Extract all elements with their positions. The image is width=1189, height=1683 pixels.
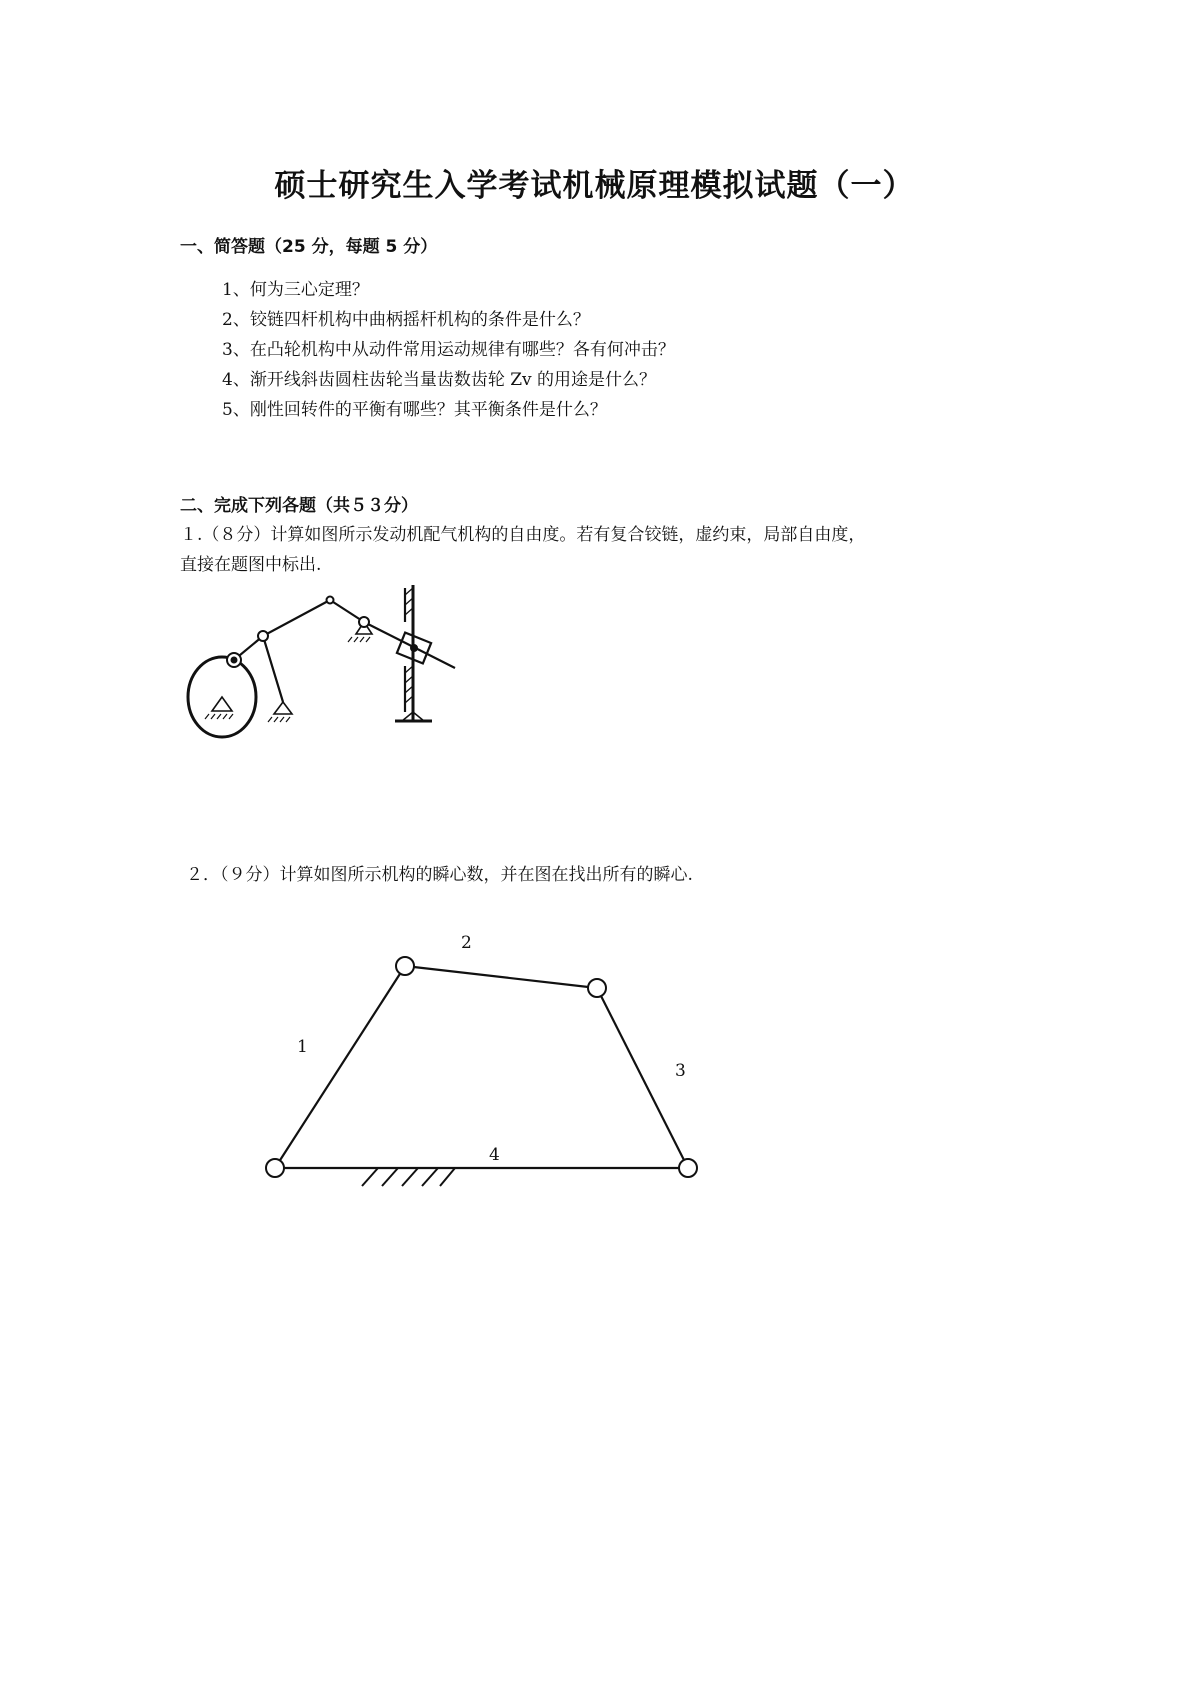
link-label-3: 3 <box>675 1061 686 1081</box>
section2-heading: 二、完成下列各题（共５３分） <box>180 496 418 516</box>
q1-text-line1: １.（８分）计算如图所示发动机配气机构的自由度。若有复合铰链，虚约束，局部自由度， <box>180 525 866 545</box>
link-1 <box>275 966 405 1168</box>
question-item: 4、渐开线斜齿圆柱齿轮当量齿数齿轮 Zv 的用途是什么？ <box>222 370 657 390</box>
joint <box>359 617 369 627</box>
pivot-joint <box>396 957 414 975</box>
question-item: 2、铰链四杆机构中曲柄摇杆机构的条件是什么？ <box>222 310 590 330</box>
link-label-4: 4 <box>489 1145 500 1165</box>
question-item: 3、在凸轮机构中从动件常用运动规律有哪些？各有何冲击？ <box>222 340 675 360</box>
link-2 <box>405 966 597 988</box>
question-item: 5、刚性回转件的平衡有哪些？其平衡条件是什么？ <box>222 400 607 420</box>
lever-ground <box>274 702 292 714</box>
q1-text-line2: 直接在题图中标出. <box>180 555 322 575</box>
ground-hatch <box>362 1168 455 1186</box>
pivot-joint <box>588 979 606 997</box>
joint <box>411 645 417 651</box>
joint <box>258 631 268 641</box>
joint <box>327 597 334 604</box>
section1-heading: 一、简答题（25 分，每题 5 分） <box>180 237 438 257</box>
question-item: 1、何为三心定理？ <box>222 280 369 300</box>
link-label-2: 2 <box>461 933 472 953</box>
pivot-joint <box>679 1159 697 1177</box>
link-label-1: 1 <box>297 1037 308 1057</box>
four-bar-linkage-figure <box>260 920 700 1180</box>
page-title: 硕士研究生入学考试机械原理模拟试题（一） <box>274 168 915 204</box>
pivot-joint <box>266 1159 284 1177</box>
short-answer-list <box>222 275 675 425</box>
q2-text: ２．（９分）计算如图所示机构的瞬心数，并在图在找出所有的瞬心. <box>186 865 693 885</box>
cam-ground <box>212 697 232 711</box>
valve-mechanism-figure <box>180 583 480 743</box>
